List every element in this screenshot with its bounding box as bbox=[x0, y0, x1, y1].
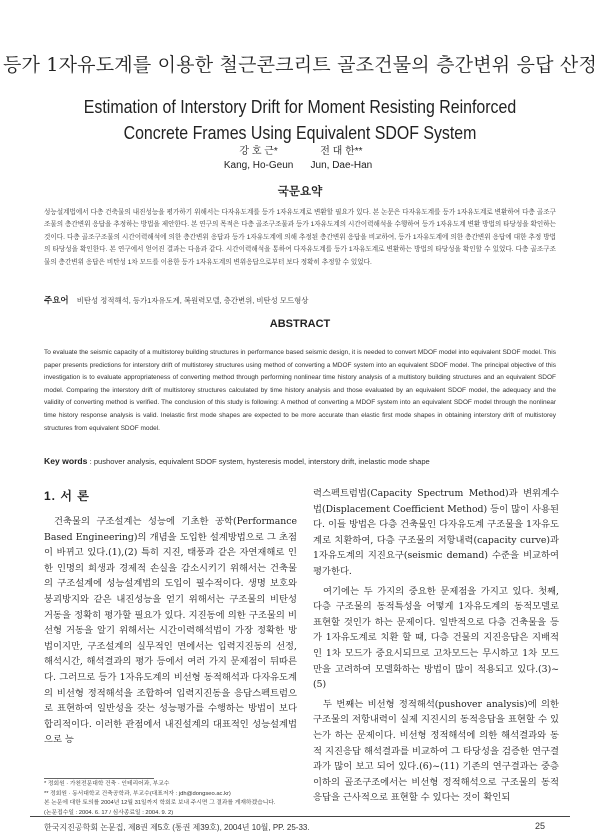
english-abstract-heading: ABSTRACT bbox=[269, 318, 331, 330]
author-2-english: Jun, Dae-Han bbox=[310, 160, 373, 171]
korean-abstract: 성능설계법에서 다층 건축물의 내진성능을 평가하기 위해서는 다자유도계를 등가 1자유도계로 변환할 필요가 있다. 본 논문은 다자유도계를 등가 1자유도계로 변환하여 다층 골조구조물의 층간변위 응답을 추정하는 방법을 제안한다. 본 연구의 목적은 다층 골조구조물과 등가 1자유도계의 시간이력해석을 수행하여 등가 1자유도계 변환 방법의 타당성을 확인하는 것이다. 다층 골조구조물의 시간이력해석에 의한 층간변위 응답과 등가 1자유도계에 의해 추정된 층간변위 응답을 비교하여, 등가 1자유도계에 의한 층간변위 응답에 대한 추정 방법의 타당성을 확인한다. 본 연구에서 얻어진 결과는 다음과 같다. 시간이력해석을 통하여 다자유도계를 등가 1자유도계로 변환하는 방법의 타당성을 확인할 수 있었다. 다층 골조구조물의 층간변위 응답은 비탄성 1차 모드를 이용한 등가 1자유도계의 변위응답으로부터 보다 정확히 추정할 수 있었다. bbox=[44, 209, 556, 266]
body-paragraph: 두 번째는 비선형 정적해석(pushover analysis)에 의한 구조물의 저항내력이 실제 지진시의 동적응답을 표현할 수 있는가 하는 문제이다. 비선형 정적해석에 의한 해석결과와 동적 지진응답 해석결과를 비교하여 그 타당성을 검증한 연구결과가 많이 보고 되어 있다.(6)~(11) 기존의 연구결과는 중층 이하의 골조구조에서는 비선형 정적해석으로 구조물의 동적응답을 근사적으로 표현할 수 있다는 것이 확인되 bbox=[313, 698, 559, 804]
footnote-author-2: ** 정회원 · 동서대학교 건축공학과, 부교수(대표저자 : jdh@dongseo.ac.kr) bbox=[44, 790, 231, 797]
body-right-column bbox=[313, 486, 559, 806]
footnote-author-1: * 정회원 · 가천전문대학 건축 · 인테리어과, 부교수 bbox=[44, 781, 170, 787]
body-paragraph: 여기에는 두 가지의 중요한 문제점을 가지고 있다. 첫째, 다층 구조물의 동적특성을 어떻게 1자유도계의 동적모델로 표현할 것인가 하는 문제이다. 일반적으로 다층 건축물을 등가 1자유도계로 치환 할 때, 다층 건물의 지진응답은 지배적인 1차 모드가 중요시되므로 고차모드는 무시하고 1차 모드만을 고려하여 모델화하는 방법이 많이 적용되고 있다.(3)~(5) bbox=[313, 585, 559, 691]
english-abstract: To evaluate the seismic capacity of a multistorey building structures in performance based seismic design, it is needed to convert MDOF model into equivalent SDOF model. This paper presents predictions for interstory drift of multistorey structures using method of converting a MDOF system into an equivalent SDOF model. The principal objective of this investigation is to evaluate appropriateness of converting method through performing nonlinear time history analysis of a multistory building structures and an equivalent SDOF model. Comparing the interstory drift of multistorey structures calculated by time history analysis and those evaluated by an equivalent SDOF model, the adequacy and the validity of converting method is verified. The conclusion of this study is following: A method of converting a MDOF system into an equivalent SDOF model through the nonlinear time history response analysis is valid. Inelastic first mode shapes are expected to be more accurate than elastic first mode shapes in obtaining interstory drift of multistorey structures from equivalent SDOF model. bbox=[44, 349, 556, 432]
korean-keywords-label: 주요어 bbox=[44, 295, 69, 305]
english-title-line-1: Estimation of Interstory Drift for Moment Resisting Reinforced bbox=[83, 96, 517, 117]
korean-abstract-heading: 국문요약 bbox=[277, 186, 323, 198]
korean-title: 등가 1자유도계를 이용한 철근콘크리트 골조건물의 층간변위 응답 산정 bbox=[2, 54, 598, 76]
korean-keywords bbox=[44, 294, 564, 306]
english-keywords-text: : pushover analysis, equivalent SDOF system, hysteresis model, interstory drift, inelastic mode shape bbox=[89, 457, 430, 466]
body-left-column bbox=[44, 514, 297, 748]
footer-divider bbox=[30, 816, 570, 817]
author-2-korean: 전 대 한** bbox=[320, 146, 363, 157]
author-1-english: Kang, Ho-Geun bbox=[223, 160, 294, 171]
author-1-korean: 강 호 근* bbox=[239, 146, 278, 157]
english-title-line-2: Concrete Frames Using Equivalent SDOF System bbox=[123, 122, 477, 143]
english-keywords-label: Key words bbox=[44, 456, 88, 466]
body-paragraph: 건축물의 구조설계는 성능에 기초한 공학(Performance Based Engineering)의 개념을 도입한 설계방법으로 그 초점이 바뀌고 있다.(1),(2) 특히 지진, 태풍과 같은 자연재해로 인한 인명의 희생과 경제적 손실을 감소시키기 위해서는 건축물의 구조설계에 성능설계법의 도입이 필수적이다. 생명 보호와 붕괴방지와 같은 내진성능을 얻기 위해서는 구조물의 비탄성 거동을 정확히 평가할 필요가 있다. 지진동에 의한 구조물의 비선형 거동을 알기 위해서는 시간이력해석법이 가장 정확한 방법이지만, 구조설계의 실무적인 면에서는 입력지진동의 선정, 해석시간, 해석결과의 평가 등에서 여러 가지 문제점이 뒤따른다. 그러므로 등가 1자유도계의 비선형 동적해석과 다자유도계의 비선형 정적해석을 조합하여 입력지진동을 응답스펙트럼으로 표현하여 일반성을 갖는 성능평가를 수행하는 방법이 보다 합리적이다. 이러한 관점에서 내진설계의 대표적인 성능설계법으로 능 bbox=[44, 516, 297, 746]
author-block bbox=[0, 145, 600, 173]
body-paragraph: 력스펙트럼법(Capacity Spectrum Method)과 변위계수법(Displacement Coefficient Method) 등이 많이 사용된다. 이들 방법은 다층 건축물인 다자유도계 구조물을 1자유도계로 치환하여, 다층 구조물의 저항내력(capacity curve)과 1자유도계의 지진요구(seismic demand) 수준을 비교하여 평가한다. bbox=[313, 488, 559, 577]
footnote-dates: (논문접수일 : 2004. 6. 17 / 심사종료일 : 2004. 9. 2) bbox=[44, 809, 174, 816]
footnote-divider bbox=[44, 778, 154, 779]
journal-reference: 한국지진공학회 논문집, 제8권 제5호 (통권 제39호), 2004년 10월, PP. 25-33. bbox=[44, 823, 310, 832]
footnotes bbox=[44, 780, 304, 818]
page-number: 25 bbox=[535, 821, 546, 831]
section-heading-introduction: 1. 서 론 bbox=[44, 489, 90, 503]
korean-keywords-text: 비탄성 정적해석, 등가1자유도계, 복원력모델, 층간변위, 비탄성 모드형상 bbox=[76, 296, 309, 305]
footnote-discussion: 본 논문에 대한 토의를 2004년 12월 31일까지 학회로 보내 주시면 그 결과를 게재하겠습니다. bbox=[44, 800, 276, 806]
english-title bbox=[42, 94, 558, 146]
english-keywords bbox=[44, 456, 564, 466]
